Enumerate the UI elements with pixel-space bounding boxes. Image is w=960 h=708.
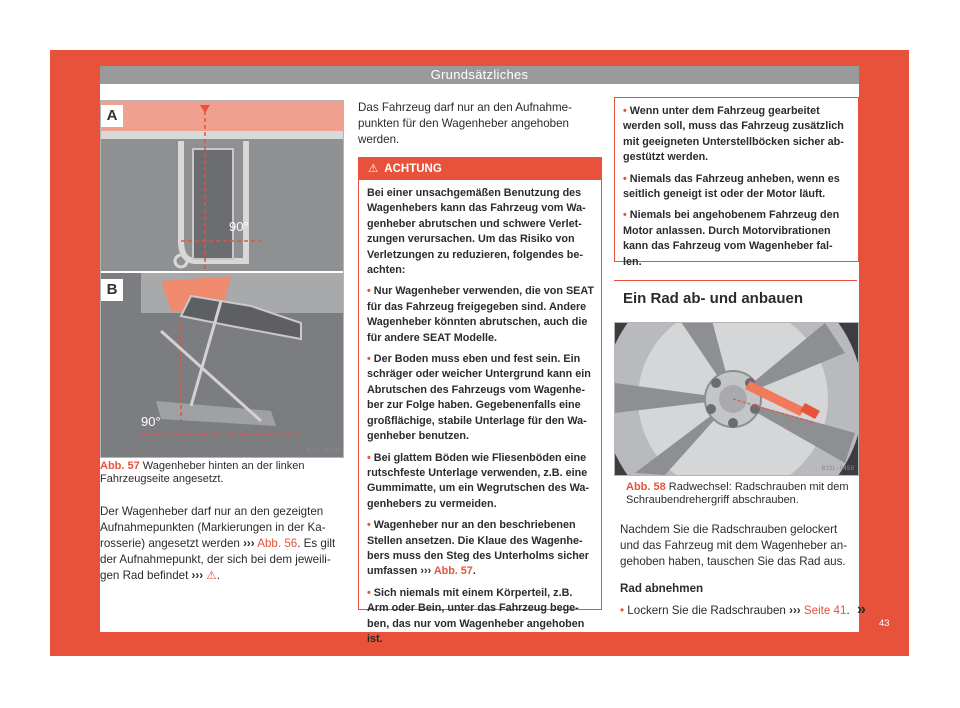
paragraph-text: . xyxy=(216,569,221,582)
warning-bullet xyxy=(367,451,594,513)
bullet-text: . xyxy=(472,565,476,578)
caption-text: Radwechsel: Radschrauben mit dem Schraubendrehergriff abschrauben. xyxy=(626,481,849,506)
bullet-dot-icon: • xyxy=(367,451,371,464)
panel-a-label: A xyxy=(101,105,123,127)
subheading: Rad abnehmen xyxy=(620,582,704,595)
warning-header xyxy=(359,158,601,180)
figure-link[interactable]: Abb. 57 xyxy=(433,565,473,578)
bullet-dot-icon: • xyxy=(620,604,625,617)
jack-illustration xyxy=(101,101,343,457)
section-title: Ein Rad ab- und anbauen xyxy=(623,290,804,307)
figure-57-caption xyxy=(100,460,345,486)
warning-title: ACHTUNG xyxy=(384,163,442,175)
warning-bullet xyxy=(367,284,594,346)
warning-bullet xyxy=(367,586,594,648)
page-link[interactable]: Seite 41 xyxy=(803,604,847,617)
figure-code: B1SL-0459 xyxy=(821,465,854,472)
figure-number: Abb. 57 xyxy=(100,460,140,472)
bullet-text: Der Boden muss eben und fest sein. Ein schräger oder weicher Untergrund kann ein Abrutschen des Fahrzeugs vom Wagenhe-ber zur Folge haben. Gegebenenfalls eine großflächige, stabile Unterlage für den Wa-genheber benutzen. xyxy=(367,353,591,443)
mid-intro: Das Fahrzeug darf nur an den Aufnahme-punkten für den Wagenheber angehoben werden. xyxy=(358,101,572,146)
bullet-dot-icon: • xyxy=(367,586,371,599)
angle-b-label: 90° xyxy=(141,414,161,429)
ref-arrow: ››› xyxy=(191,569,204,582)
warning-triangle-icon: ⚠ xyxy=(368,163,379,175)
figure-code: B1SL-0478 xyxy=(306,447,339,454)
bullet-dot-icon: • xyxy=(367,353,371,366)
angle-a-label: 90° xyxy=(229,219,249,234)
step-text: Lockern Sie die Radschrauben xyxy=(627,604,790,617)
warning-bullet xyxy=(623,208,851,270)
warning-bullet xyxy=(623,104,851,166)
ref-arrow: ››› xyxy=(420,565,432,578)
figure-number: Abb. 58 xyxy=(626,481,666,493)
bullet-dot-icon: • xyxy=(367,519,371,532)
figure-58-caption xyxy=(626,481,851,507)
warning-intro: Bei einer unsachgemäßen Benutzung des Wagenhebers kann das Fahrzeug vom Wa-genheber abrutschen und schwere Verlet-zungen verursachen. Um das Risiko von Verletzungen zu reduzieren, folgendes be-achten: xyxy=(367,187,586,277)
panel-b-label: B xyxy=(101,279,123,301)
figure-link[interactable]: Abb. 56 xyxy=(257,537,298,550)
warning-bullet xyxy=(367,352,594,444)
wheel-illustration xyxy=(615,323,858,475)
bullet-text: Wenn unter dem Fahrzeug gearbeitet werden soll, muss das Fahrzeug zusätzlich mit geeigneten Unterstellböcken sicher ab-gestützt werden. xyxy=(623,105,844,164)
section-divider xyxy=(614,280,857,281)
page-header: Grundsätzliches xyxy=(100,66,859,84)
page-number: 43 xyxy=(879,618,890,629)
bullet-dot-icon: • xyxy=(367,285,371,298)
ref-arrow: ››› xyxy=(243,537,255,550)
bullet-text: Wagenheber nur an den beschriebenen Stellen ansetzen. Die Klaue des Wagenhe-bers muss den Steg des Unterholms sicher umfassen xyxy=(367,519,590,578)
warning-body xyxy=(359,180,601,647)
paragraph-text: . Es gilt der Aufnahmepunkt, der sich bei dem jeweili-gen Rad befindet xyxy=(100,537,336,582)
paragraph-text: Der Wagenheber darf nur an den gezeigten Aufnahmepunkten (Markierungen in der Ka-rosserie) angesetzt werden xyxy=(100,505,326,550)
left-paragraph xyxy=(100,504,345,584)
ref-arrow: ››› xyxy=(789,604,801,617)
warning-body xyxy=(615,98,858,270)
bullet-text: Bei glattem Böden wie Fliesenböden eine rutschfeste Unterlage verwenden, z.B. eine Gummimatte, um ein Wegrutschen des Wa-genhebers zu vermeiden. xyxy=(367,451,589,510)
figure-57 xyxy=(100,100,344,458)
bullet-dot-icon: • xyxy=(623,209,627,222)
warning-box-continued xyxy=(614,97,859,268)
bullet-text: Niemals das Fahrzeug anheben, wenn es seitlich geneigt ist oder der Motor läuft. xyxy=(623,172,840,201)
bullet-text: Nur Wagenheber verwenden, die von SEAT für das Fahrzeug freigegeben sind. Andere Wagenheber könnten abrutschen, auch die für andere SEAT Modelle. xyxy=(367,285,594,344)
step-item xyxy=(620,603,855,619)
caption-text: Wagenheber hinten an der linken Fahrzeugseite angesetzt. xyxy=(100,460,305,485)
right-paragraph: Nachdem Sie die Radschrauben gelockert und das Fahrzeug mit dem Wagenheber an-gehoben haben, tauschen Sie das Rad aus. xyxy=(620,523,848,568)
figure-58 xyxy=(614,322,859,476)
continue-arrow-icon: » xyxy=(857,601,866,618)
warning-triangle-icon[interactable]: ⚠ xyxy=(206,569,217,582)
bullet-dot-icon: • xyxy=(623,105,627,117)
step-text: . xyxy=(846,604,850,617)
warning-bullet xyxy=(367,518,594,580)
bullet-text: Niemals bei angehobenem Fahrzeug den Motor anlassen. Durch Motorvibrationen kann das Fahrzeug vom Wagenheber fal-len. xyxy=(623,209,840,268)
warning-bullet xyxy=(623,172,851,203)
bullet-text: Sich niemals mit einem Körperteil, z.B. Arm oder Bein, unter das Fahrzeug bege-ben, das nur vom Wagenheber angehoben ist. xyxy=(367,586,585,645)
warning-box xyxy=(358,157,602,645)
bullet-dot-icon: • xyxy=(623,172,627,185)
